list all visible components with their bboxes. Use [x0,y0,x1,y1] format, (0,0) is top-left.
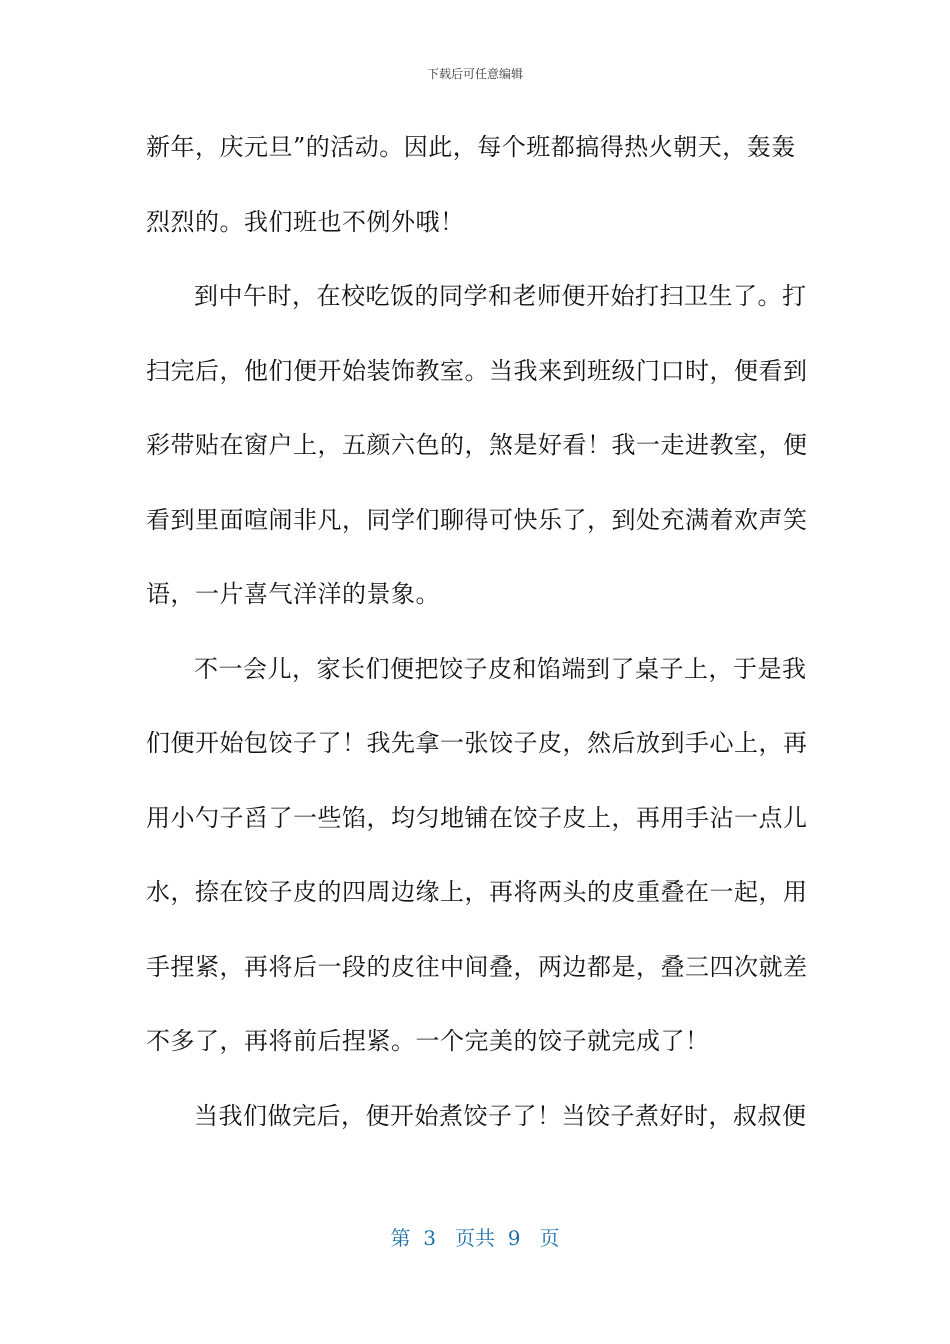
footer-prefix: 第 [390,1226,411,1250]
text-line: 不一会儿，家长们便把饺子皮和馅端到了桌子上，于是我 [194,654,807,683]
page-footer [0,1226,950,1250]
text-line: 扫完后，他们便开始装饰教室。当我来到班级门口时，便看到 [146,356,808,385]
text-line: 水，捺在饺子皮的四周边缘上，再将两头的皮重叠在一起，用 [146,878,808,906]
text-line: 新年，庆元旦”的活动。因此，每个班都搞得热火朝天，轰轰 [146,133,796,161]
text-line: 彩带贴在窗户上，五颜六色的，煞是好看！我一走进教室，便 [146,431,808,459]
text-line: 们便开始包饺子了！我先拿一张饺子皮，然后放到手心上，再 [146,729,808,757]
text-line: 语，一片喜气洋洋的景象。 [146,580,440,608]
text-line: 用小勺子舀了一些馅，均匀地铺在饺子皮上，再用手沾一点儿 [146,803,808,832]
document-body [146,110,808,1153]
text-line: 烈烈的。我们班也不例外哦！ [146,207,465,236]
footer-middle: 页共 [455,1226,495,1250]
current-page-number: 3 [423,1226,436,1250]
footer-suffix: 页 [539,1226,560,1250]
text-line: 当我们做完后，便开始煮饺子了！当饺子煮好时，叔叔便 [194,1101,807,1130]
text-line: 看到里面喧闹非凡，同学们聊得可快乐了，到处充满着欢声笑 [146,505,808,534]
text-line: 不多了，再将前后捏紧。一个完美的饺子就完成了！ [146,1027,710,1055]
text-line: 手捏紧，再将后一段的皮往中间叠，两边都是，叠三四次就差 [146,952,808,981]
page-header: 下载后可任意编辑 [426,67,523,81]
text-line: 到中午时，在校吃饭的同学和老师便开始打扫卫生了。打 [194,282,807,310]
total-pages-number: 9 [507,1226,521,1250]
